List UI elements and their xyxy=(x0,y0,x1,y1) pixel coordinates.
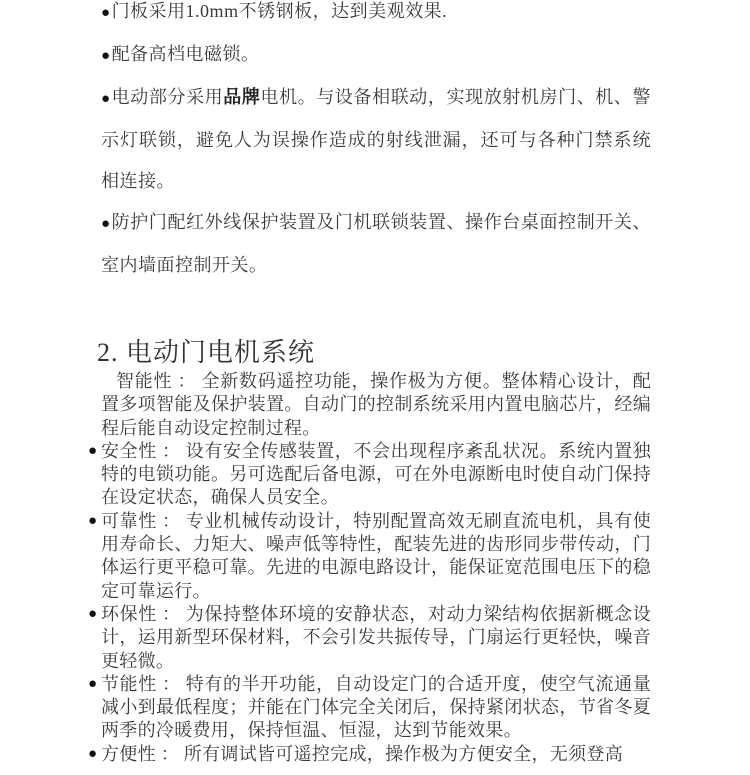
bullet-text: 配备高档电磁锁。 xyxy=(111,44,260,64)
bullet-icon: ● xyxy=(101,5,111,21)
bullet-item xyxy=(101,202,651,286)
bullet-item xyxy=(88,743,651,766)
bullet-item xyxy=(88,440,651,510)
bullet-item xyxy=(101,0,651,34)
bullet-icon: ● xyxy=(101,48,111,64)
bullet-text: 门板采用1.0mm不锈钢板，达到美观效果. xyxy=(111,1,448,21)
bullet-text: 防护门配红外线保护装置及门机联锁装置、操作台桌面控制开关、室内墙面控制开关。 xyxy=(101,212,652,275)
bullet-icon: ● xyxy=(88,605,98,622)
section-motor-system xyxy=(88,370,651,766)
bullet-text: 安全性 ： 设有安全传感装置，不会出现程序紊乱状况。系统内置独特的电锁功能。另可选配后备电源，可在外电源断电时使自动门保持在设定状态，确保人员安全。 xyxy=(101,440,651,508)
bullet-text: 电机。与设备相联动，实现放射机房门、机、警示灯联锁，避免人为误操作造成的射线泄漏，还可与各种门禁系统相连接。 xyxy=(101,87,652,191)
bullet-text: 电动部分采用 xyxy=(111,87,224,107)
bullet-item xyxy=(88,510,651,603)
section-door-features xyxy=(101,0,651,286)
bullet-text: 可靠性 ： 专业机械传动设计，特别配置高效无刷直流电机，具有使用寿命长、力矩大、噪声低等特性，配装先进的齿形同步带传动，门体运行更平稳可靠。先进的电源电路设计，能保证宽范围电压下的稳定可靠运行。 xyxy=(101,510,651,601)
bullet-item xyxy=(101,34,651,77)
bullet-item xyxy=(88,673,651,743)
bullet-icon: ● xyxy=(88,675,98,692)
bullet-icon: ● xyxy=(101,91,111,107)
bullet-text: 环保性 ： 为保持整体环境的安静状态，对动力梁结构依据新概念设计，运用新型环保材料，不会引发共振传导，门扇运行更轻快，噪音更轻微。 xyxy=(101,603,651,671)
bullet-item xyxy=(101,77,651,202)
intro-paragraph: 智能性 ： 全新数码遥控功能，操作极为方便。整体精心设计，配置多项智能及保护装置。自动门的控制系统采用内置电脑芯片，经编程后能自动设定控制过程。 xyxy=(101,371,651,438)
bullet-item xyxy=(88,603,651,673)
bullet-icon: ● xyxy=(88,512,98,529)
bullet-icon: ● xyxy=(88,745,98,762)
section-heading: 2. 电动门电机系统 xyxy=(97,338,316,367)
bullet-text: 方便性 ： 所有调试皆可遥控完成，操作极为方便安全，无须登高 xyxy=(101,743,623,764)
bullet-icon: ● xyxy=(88,442,98,459)
bullet-text: 节能性 ： 特有的半开功能，自动设定门的合适开度，使空气流通量减小到最低程度；并能在门体完全关闭后，保持紧闭状态，节省冬夏两季的冷暖费用，保持恒温、恒湿，达到节能效果。 xyxy=(101,673,651,741)
bold-brand-text: 品牌 xyxy=(223,87,261,107)
bullet-icon: ● xyxy=(101,216,111,232)
